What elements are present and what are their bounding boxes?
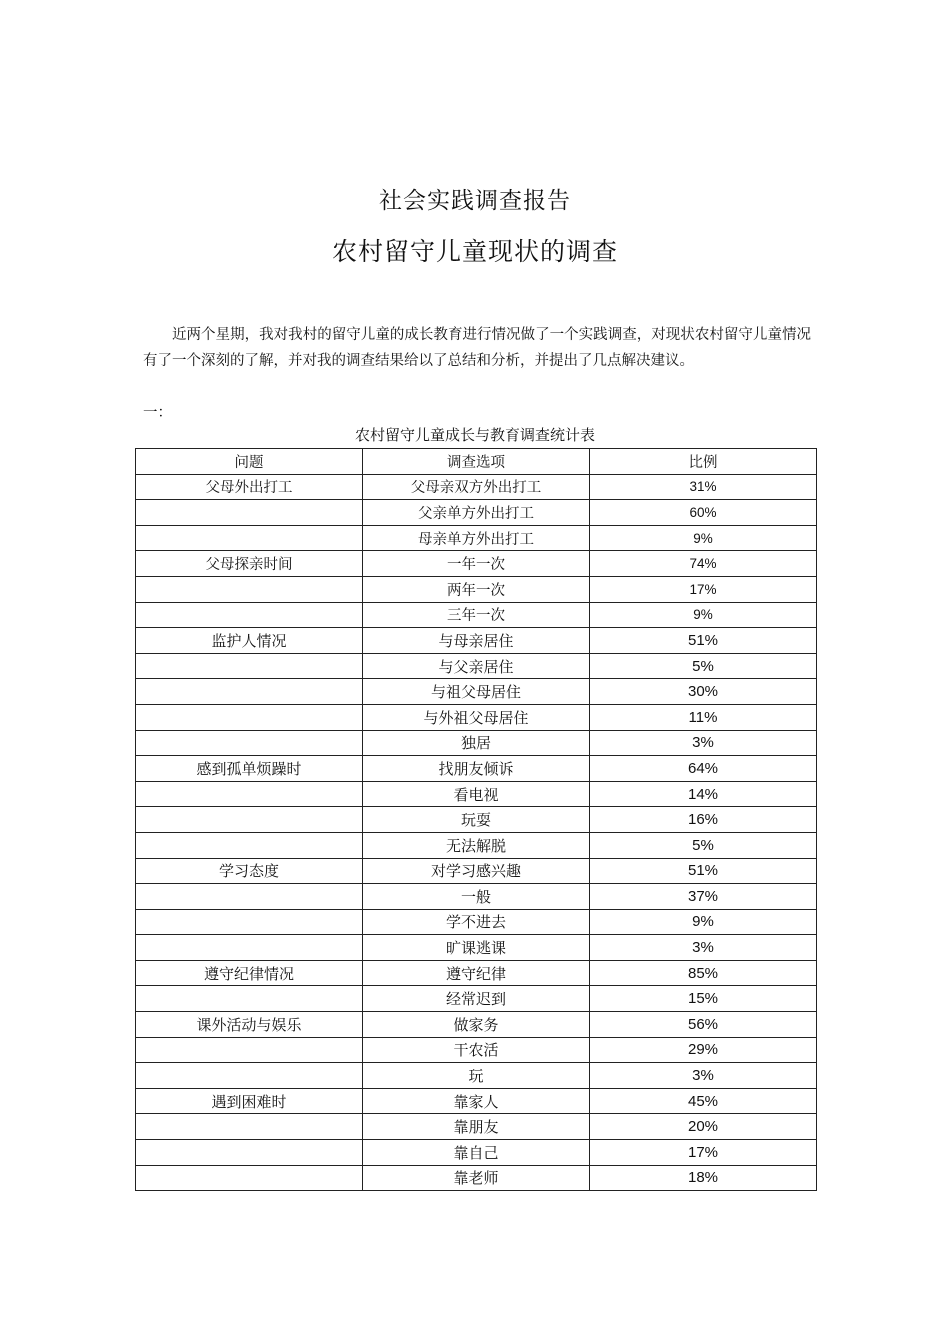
table-row bbox=[136, 884, 817, 910]
header-ratio: 比例 bbox=[590, 449, 817, 475]
table-cell-option: 靠家人 bbox=[363, 1088, 590, 1114]
table-cell-question: 感到孤单烦躁时 bbox=[136, 756, 363, 782]
table-cell-question bbox=[136, 1063, 363, 1089]
table-cell-option: 做家务 bbox=[363, 1012, 590, 1038]
table-cell-ratio: 3% bbox=[590, 730, 817, 756]
table-cell-question bbox=[136, 1114, 363, 1140]
table-cell-option: 看电视 bbox=[363, 781, 590, 807]
table-row bbox=[136, 807, 817, 833]
table-row bbox=[136, 1063, 817, 1089]
table-cell-ratio: 85% bbox=[590, 960, 817, 986]
table-cell-question bbox=[136, 576, 363, 602]
table-cell-option: 一般 bbox=[363, 884, 590, 910]
table-cell-option: 一年一次 bbox=[363, 551, 590, 577]
table-cell-ratio: 14% bbox=[590, 781, 817, 807]
header-question: 问题 bbox=[136, 449, 363, 475]
table-cell-option: 干农活 bbox=[363, 1037, 590, 1063]
table-cell-ratio: 5% bbox=[590, 653, 817, 679]
table-row bbox=[136, 602, 817, 628]
table-cell-option: 旷课逃课 bbox=[363, 935, 590, 961]
table-row bbox=[136, 1088, 817, 1114]
table-cell-question bbox=[136, 704, 363, 730]
table-row bbox=[136, 576, 817, 602]
table-cell-question bbox=[136, 602, 363, 628]
table-cell-ratio: 18% bbox=[590, 1165, 817, 1191]
table-row bbox=[136, 1037, 817, 1063]
table-cell-question bbox=[136, 986, 363, 1012]
table-row bbox=[136, 730, 817, 756]
table-cell-option: 独居 bbox=[363, 730, 590, 756]
report-title: 社会实践调查报告 bbox=[379, 188, 571, 214]
table-row bbox=[136, 832, 817, 858]
table-cell-option: 与父亲居住 bbox=[363, 653, 590, 679]
table-cell-option: 玩 bbox=[363, 1063, 590, 1089]
table-cell-ratio: 20% bbox=[590, 1114, 817, 1140]
table-cell-ratio: 17% bbox=[590, 576, 817, 602]
table-row bbox=[136, 679, 817, 705]
table-cell-option: 父母亲双方外出打工 bbox=[363, 474, 590, 500]
table-row bbox=[136, 1140, 817, 1166]
table-cell-ratio: 29% bbox=[590, 1037, 817, 1063]
table-cell-ratio: 17% bbox=[590, 1140, 817, 1166]
table-cell-question: 监护人情况 bbox=[136, 628, 363, 654]
table-cell-ratio: 74% bbox=[590, 551, 817, 577]
section-label: 一： bbox=[143, 405, 172, 421]
table-cell-question bbox=[136, 500, 363, 526]
table-cell-ratio: 16% bbox=[590, 807, 817, 833]
table-cell-question: 遵守纪律情况 bbox=[136, 960, 363, 986]
table-cell-ratio: 11% bbox=[590, 704, 817, 730]
table-cell-ratio: 3% bbox=[590, 1063, 817, 1089]
table-cell-ratio: 31% bbox=[590, 474, 817, 500]
table-cell-ratio: 37% bbox=[590, 884, 817, 910]
table-cell-question: 课外活动与娱乐 bbox=[136, 1012, 363, 1038]
table-cell-ratio: 51% bbox=[590, 858, 817, 884]
table-row bbox=[136, 628, 817, 654]
table-cell-option: 经常迟到 bbox=[363, 986, 590, 1012]
table-cell-option: 学不进去 bbox=[363, 909, 590, 935]
table-row bbox=[136, 756, 817, 782]
table-row bbox=[136, 1114, 817, 1140]
table-cell-ratio: 15% bbox=[590, 986, 817, 1012]
table-cell-option: 与祖父母居住 bbox=[363, 679, 590, 705]
table-cell-option: 遵守纪律 bbox=[363, 960, 590, 986]
table-row bbox=[136, 1012, 817, 1038]
table-cell-ratio: 9% bbox=[590, 909, 817, 935]
table-body bbox=[136, 474, 817, 1191]
table-cell-question: 父母外出打工 bbox=[136, 474, 363, 500]
header-option: 调查选项 bbox=[363, 449, 590, 475]
table-cell-ratio: 56% bbox=[590, 1012, 817, 1038]
intro-paragraph: 近两个星期，我对我村的留守儿童的成长教育进行情况做了一个实践调查，对现状农村留守儿童情况有了一个深刻的了解，并对我的调查结果给以了总结和分析，并提出了几点解决建议。 bbox=[143, 327, 811, 369]
table-cell-ratio: 9% bbox=[590, 602, 817, 628]
table-cell-question bbox=[136, 679, 363, 705]
table-cell-ratio: 45% bbox=[590, 1088, 817, 1114]
table-cell-question bbox=[136, 781, 363, 807]
table-cell-ratio: 3% bbox=[590, 935, 817, 961]
table-cell-ratio: 64% bbox=[590, 756, 817, 782]
table-row bbox=[136, 525, 817, 551]
table-row bbox=[136, 653, 817, 679]
table-cell-question bbox=[136, 525, 363, 551]
survey-stats-table bbox=[135, 448, 817, 1191]
table-cell-option: 与外祖父母居住 bbox=[363, 704, 590, 730]
table-row bbox=[136, 858, 817, 884]
table-cell-question bbox=[136, 884, 363, 910]
table-header-row bbox=[136, 449, 817, 475]
table-cell-question: 学习态度 bbox=[136, 858, 363, 884]
table-cell-question: 父母探亲时间 bbox=[136, 551, 363, 577]
table-cell-question bbox=[136, 807, 363, 833]
table-cell-option: 找朋友倾诉 bbox=[363, 756, 590, 782]
table-row bbox=[136, 474, 817, 500]
table-row bbox=[136, 986, 817, 1012]
table-cell-option: 三年一次 bbox=[363, 602, 590, 628]
table-cell-ratio: 60% bbox=[590, 500, 817, 526]
report-subtitle: 农村留守儿童现状的调查 bbox=[331, 237, 618, 266]
table-cell-option: 母亲单方外出打工 bbox=[363, 525, 590, 551]
table-caption: 农村留守儿童成长与教育调查统计表 bbox=[354, 426, 595, 444]
table-cell-ratio: 5% bbox=[590, 832, 817, 858]
table-cell-option: 玩耍 bbox=[363, 807, 590, 833]
table-cell-question bbox=[136, 935, 363, 961]
table-row bbox=[136, 960, 817, 986]
table-cell-option: 靠老师 bbox=[363, 1165, 590, 1191]
table-cell-question bbox=[136, 909, 363, 935]
table-row bbox=[136, 781, 817, 807]
table-cell-option: 父亲单方外出打工 bbox=[363, 500, 590, 526]
table-row bbox=[136, 500, 817, 526]
table-row bbox=[136, 935, 817, 961]
table-cell-ratio: 30% bbox=[590, 679, 817, 705]
table-cell-option: 靠朋友 bbox=[363, 1114, 590, 1140]
table-cell-option: 无法解脱 bbox=[363, 832, 590, 858]
table-cell-ratio: 9% bbox=[590, 525, 817, 551]
table-row bbox=[136, 551, 817, 577]
table-cell-question: 遇到困难时 bbox=[136, 1088, 363, 1114]
table-row bbox=[136, 909, 817, 935]
table-cell-option: 两年一次 bbox=[363, 576, 590, 602]
table-cell-question bbox=[136, 1037, 363, 1063]
table-cell-question bbox=[136, 653, 363, 679]
table-cell-option: 靠自己 bbox=[363, 1140, 590, 1166]
table-cell-question bbox=[136, 1165, 363, 1191]
table-cell-option: 与母亲居住 bbox=[363, 628, 590, 654]
table-cell-option: 对学习感兴趣 bbox=[363, 858, 590, 884]
table-row bbox=[136, 1165, 817, 1191]
table-row bbox=[136, 704, 817, 730]
table-cell-question bbox=[136, 832, 363, 858]
table-cell-ratio: 51% bbox=[590, 628, 817, 654]
table-cell-question bbox=[136, 1140, 363, 1166]
table-cell-question bbox=[136, 730, 363, 756]
